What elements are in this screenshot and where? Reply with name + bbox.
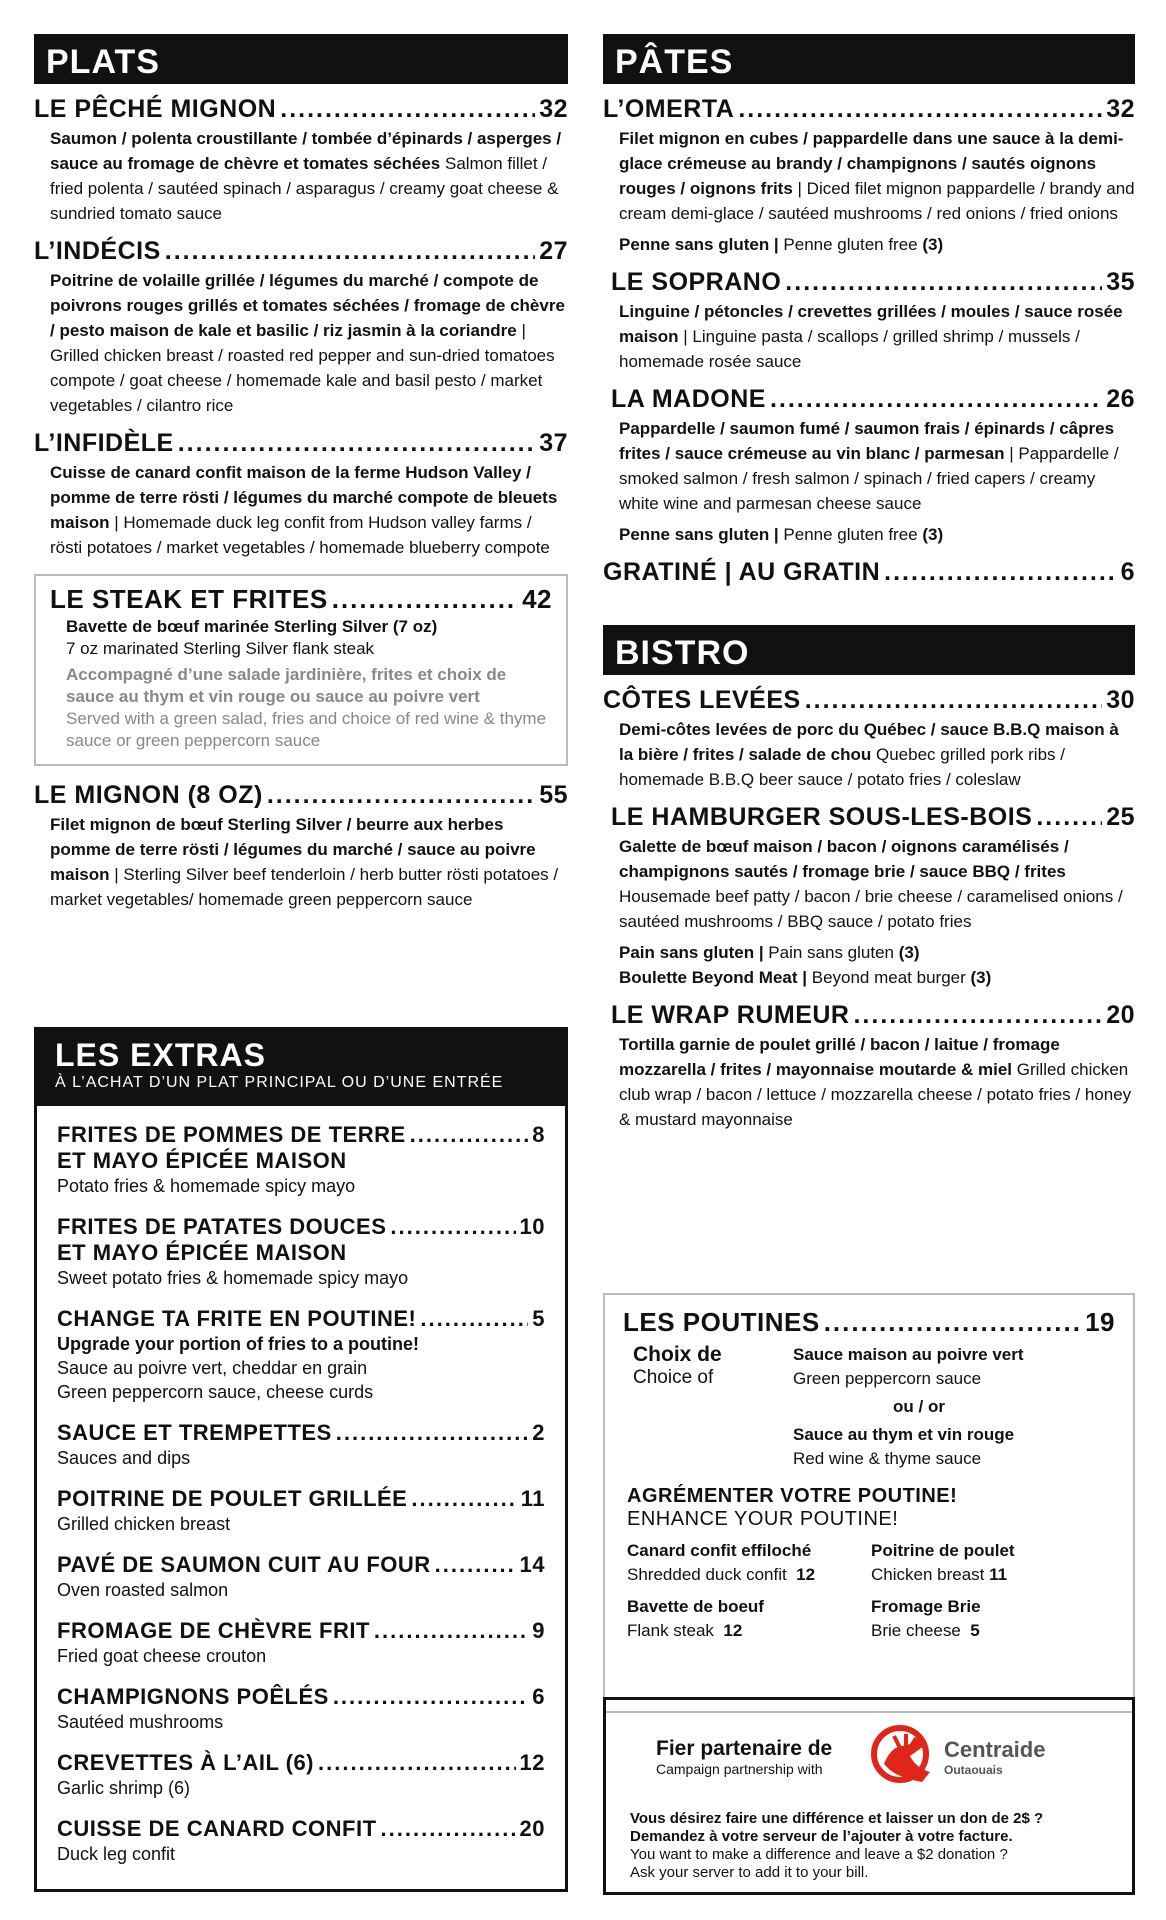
item-price: 6	[532, 1684, 545, 1709]
menu-item	[603, 685, 1135, 792]
item-price: 26	[1106, 385, 1135, 413]
item-desc-fr: Filet mignon en cubes / pappardelle dans une sauce à la demi-glace crémeuse au brandy / champignons / sautés oignons rouges / oignons frits	[619, 129, 1124, 198]
item-name: LE WRAP RUMEUR	[611, 1001, 850, 1029]
extra-item	[37, 1486, 565, 1536]
item-price: 5	[532, 1306, 545, 1331]
item-desc-fr: Tortilla garnie de poulet grillé / bacon / laitue / fromage mozzarella / frites / mayonnaise moutarde & miel	[619, 1035, 1060, 1079]
item-price: 2	[532, 1420, 545, 1445]
item-price: 12	[519, 1750, 545, 1775]
menu-item: L’INFIDÈLE ..... 37 Cuisse de canard confit maison de la ferme Hudson Valley / pomme de terre rösti / légumes du marché compote de bleuets maison | Homemade duck leg confit from Hudson valley farms / rösti potatoes / market vegetables / homemade blueberry compote	[34, 428, 568, 560]
sauce-option-en: Red wine & thyme sauce	[793, 1449, 982, 1468]
item-name: FRITES DE POMMES DE TERRE	[57, 1122, 406, 1147]
poutines-box	[603, 1293, 1135, 1713]
gf-label-fr: Penne sans gluten	[619, 235, 770, 254]
extra-item	[37, 1306, 565, 1404]
gluten-free-option: Penne sans gluten | Penne gluten free (3)	[619, 525, 944, 544]
item-desc-en: Grilled chicken breast	[57, 1514, 231, 1534]
extra-item	[37, 1214, 565, 1290]
item-price: 30	[1106, 686, 1135, 714]
centraide-region: Outaouais	[944, 1763, 1003, 1777]
side-desc-fr: Accompagné d’une salade jardinière, frites et choix de sauce au thym et vin rouge ou sauce au poivre vert	[66, 665, 507, 706]
item-name: LE STEAK ET FRITES	[50, 584, 328, 614]
item-price: 8	[532, 1122, 545, 1147]
addon-fr: Fromage Brie	[871, 1597, 981, 1616]
item-desc-en: Oven roasted salmon	[57, 1580, 229, 1600]
donation-text-fr: Demandez à votre serveur de l’ajouter à votre facture.	[630, 1828, 1013, 1845]
addon-price: 12	[723, 1621, 743, 1640]
extra-item	[37, 1122, 565, 1198]
item-desc-en: Linguine pasta / scallops / grilled shrimp / mussels / homemade rosée sauce	[619, 327, 1080, 371]
item-desc-fr: Sauce au poivre vert, cheddar en grain	[57, 1358, 368, 1378]
sauce-option-fr: Sauce au thym et vin rouge	[793, 1425, 1015, 1444]
item-desc-fr: Cuisse de canard confit maison de la ferme Hudson Valley / pomme de terre rösti / légumes du marché compote de bleuets maison	[50, 463, 558, 532]
menu-item	[34, 94, 568, 226]
item-desc-en: Pappardelle / smoked salmon / fresh salmon / spinach / fried capers / creamy white wine and parmesan cheese sauce	[619, 444, 1119, 513]
sauce-option-en: Green peppercorn sauce	[793, 1369, 982, 1388]
enhance-heading-en: ENHANCE YOUR POUTINE!	[627, 1508, 899, 1530]
item-price: 42	[522, 584, 552, 614]
item-desc-en: Green peppercorn sauce, cheese curds	[57, 1382, 374, 1402]
addon-en: Flank steak	[627, 1621, 714, 1640]
item-name: LE PÊCHÉ MIGNON	[34, 95, 277, 123]
addon-price: 11	[989, 1565, 1008, 1584]
addon-item	[627, 1595, 871, 1643]
item-price: 25	[1106, 803, 1135, 831]
item-desc-en: Sautéed mushrooms	[57, 1712, 224, 1732]
option-label-en: Beyond meat burger	[811, 968, 966, 987]
item-desc-fr: Poitrine de volaille grillée / légumes du marché / compote de poivrons rouges grillés et tomates séchées / fromage de chèvre / pesto maison de kale et basilic / riz jasmin à la coriandre	[50, 271, 565, 340]
item-name: L’INDÉCIS	[34, 237, 161, 265]
item-name: GRATINÉ | AU GRATIN	[603, 558, 881, 586]
item-name: CREVETTES À L’AIL (6)	[57, 1750, 315, 1775]
section-subheading: À L’ACHAT D’UN PLAT PRINCIPAL OU D’UNE ENTRÉE	[55, 1074, 504, 1091]
item-price: 9	[532, 1618, 545, 1643]
addon-fr: Poitrine de poulet	[871, 1541, 1015, 1560]
section-heading: PLATS	[34, 34, 568, 84]
beyond-meat-option: Boulette Beyond Meat | Beyond meat burger (3)	[619, 968, 992, 987]
item-price: 20	[519, 1816, 545, 1841]
item-name: CHANGE TA FRITE EN POUTINE!	[57, 1306, 417, 1331]
item-name: CHAMPIGNONS POÊLÉS	[57, 1684, 329, 1709]
item-price: 37	[539, 429, 568, 457]
item-desc-en: Salmon fillet / fried polenta / sautéed spinach / asparagus / creamy goat cheese & sundried tomato sauce	[50, 154, 559, 223]
item-name: LE SOPRANO	[611, 268, 782, 296]
item-price: 6	[1120, 558, 1135, 586]
gf-label-en: Penne gluten free	[783, 525, 918, 544]
item-name: CÔTES LEVÉES	[603, 686, 801, 714]
extra-item	[37, 1552, 565, 1602]
item-price: 20	[1106, 1001, 1135, 1029]
gf-price: (3)	[922, 235, 944, 254]
item-desc-en: Sauces and dips	[57, 1448, 191, 1468]
item-desc-fr: Demi-côtes levées de porc du Québec / sauce B.B.Q maison à la bière / frites / salade de chou	[619, 720, 1119, 764]
item-desc-en: Quebec grilled pork ribs / homemade B.B.Q beer sauce / potato fries / coleslaw	[619, 745, 1065, 789]
addon-item	[871, 1595, 1115, 1643]
menu-item: L’INDÉCIS ..... 27 Poitrine de volaille grillée / légumes du marché / compote de poivrons rouges grillés et tomates séchées / fromage de chèvre / pesto maison de kale et basilic / riz jasmin à la coriandre | Grilled chicken breast / roasted red pepper and sun-dried tomatoes compote / goat cheese / homemade kale and basil pesto / market vegetables / cilantro rice	[34, 236, 568, 418]
partner-subtitle: Campaign partnership with	[656, 1761, 823, 1777]
gf-price: (3)	[898, 943, 920, 962]
gf-label-fr: Pain sans gluten	[619, 943, 755, 962]
menu-item	[603, 802, 1135, 990]
menu-item: LE MIGNON (8 OZ) ..... 55 Filet mignon de bœuf Sterling Silver / beurre aux herbes pomme de terre rösti / légumes du marché / sauce au poivre maison | Sterling Silver beef tenderloin / herb butter rösti potatoes / market vegetables/ homemade green peppercorn sauce	[34, 780, 568, 912]
menu-item: LA MADONE ..... 26 Pappardelle / saumon fumé / saumon frais / épinards / câpres frites / sauce crémeuse au vin blanc / parmesan | Pappardelle / smoked salmon / fresh salmon / spinach / fried capers / creamy white wine and parmesan cheese sauce Penne sans gluten | Penne gluten free (3)	[603, 384, 1135, 547]
section-heading: BISTRO	[603, 625, 1135, 675]
extras-section	[34, 1027, 568, 1892]
item-price: 10	[519, 1214, 545, 1239]
centraide-name: Centraide	[944, 1737, 1046, 1762]
plats-section	[34, 34, 568, 912]
gf-label-en: Penne gluten free	[783, 235, 918, 254]
item-desc-en: Garlic shrimp (6)	[57, 1778, 191, 1798]
item-desc-en: Potato fries & homemade spicy mayo	[57, 1176, 356, 1196]
extra-item	[37, 1420, 565, 1470]
item-price: 19	[1085, 1307, 1115, 1337]
item-name: LE MIGNON (8 OZ)	[34, 781, 263, 809]
gluten-free-option: Penne sans gluten | Penne gluten free (3)	[619, 235, 944, 254]
item-desc-en: Fried goat cheese crouton	[57, 1646, 267, 1666]
side-desc-en: Served with a green salad, fries and choice of red wine & thyme sauce or green peppercorn sauce	[66, 709, 547, 750]
item-desc-fr: Filet mignon de bœuf Sterling Silver / beurre aux herbes pomme de terre rösti / légumes du marché / sauce au poivre maison	[50, 815, 536, 884]
item-price: 32	[1106, 95, 1135, 123]
gf-label-en: Pain sans gluten	[768, 943, 894, 962]
addon-item	[871, 1539, 1115, 1587]
option-price: (3)	[970, 968, 992, 987]
item-name: L’OMERTA	[603, 95, 735, 123]
donation-text-en: Ask your server to add it to your bill.	[630, 1864, 869, 1881]
item-price: 14	[519, 1552, 545, 1577]
addon-en: Chicken breast	[871, 1565, 985, 1584]
item-desc-en: Grilled chicken breast / roasted red pepper and sun-dried tomatoes compote / goat cheese / homemade kale and basil pesto / market vegetables / cilantro rice	[50, 346, 555, 415]
item-name: PAVÉ DE SAUMON CUIT AU FOUR	[57, 1552, 431, 1577]
item-highlight: Upgrade your portion of fries to a poutine!	[57, 1334, 419, 1354]
enhance-heading-fr: AGRÉMENTER VOTRE POUTINE!	[627, 1485, 958, 1507]
item-desc-en: Duck leg confit	[57, 1844, 176, 1864]
item-name: SAUCE ET TREMPETTES	[57, 1420, 332, 1445]
addon-en: Brie cheese	[871, 1621, 961, 1640]
addon-fr: Canard confit effiloché	[627, 1541, 812, 1560]
extra-item	[37, 1750, 565, 1800]
item-desc-fr: Linguine / pétoncles / crevettes grillées / moules / sauce rosée maison	[619, 302, 1123, 346]
item-name: LE HAMBURGER SOUS-LES-BOIS	[611, 803, 1033, 831]
item-desc-fr: Pappardelle / saumon fumé / saumon frais / épinards / câpres frites / sauce crémeuse au vin blanc / parmesan	[619, 419, 1115, 463]
item-desc-en: Homemade duck leg confit from Hudson valley farms / rösti potatoes / market vegetables / homemade blueberry compote	[50, 513, 550, 557]
item-price: 35	[1106, 268, 1135, 296]
extra-item	[37, 1618, 565, 1668]
item-name-line2: ET MAYO ÉPICÉE MAISON	[57, 1148, 347, 1173]
pates-section	[603, 34, 1135, 1132]
centraide-hand-icon	[870, 1724, 936, 1790]
item-name: LA MADONE	[611, 385, 766, 413]
item-price: 55	[539, 781, 568, 809]
steak-frites-box	[34, 574, 568, 766]
donation-text-fr: Vous désirez faire une différence et laisser un don de 2$ ?	[630, 1810, 1044, 1827]
item-price: 27	[539, 237, 568, 265]
section-heading: LES EXTRAS	[55, 1037, 266, 1073]
section-heading: PÂTES	[603, 34, 1135, 84]
gf-price: (3)	[922, 525, 944, 544]
menu-item: L’OMERTA ..... 32 Filet mignon en cubes / pappardelle dans une sauce à la demi-glace crémeuse au brandy / champignons / sautés oignons rouges / oignons frits | Diced filet mignon pappardelle / brandy and cream demi-glace / sautéed mushrooms / red onions / fried onions Penne sans gluten | Penne gluten free (3)	[603, 94, 1135, 257]
item-name: CUISSE DE CANARD CONFIT	[57, 1816, 377, 1841]
item-desc-fr: Galette de bœuf maison / bacon / oignons caramélisés / champignons sautés / fromage brie / sauce BBQ / frites	[619, 837, 1069, 881]
addon-price: 12	[796, 1565, 816, 1584]
menu-item: LE SOPRANO ..... 35 Linguine / pétoncles / crevettes grillées / moules / sauce rosée maison | Linguine pasta / scallops / grilled shrimp / mussels / homemade rosée sauce	[603, 267, 1135, 374]
menu-item	[603, 1000, 1135, 1132]
item-price: 32	[539, 95, 568, 123]
item-name: LES POUTINES	[623, 1307, 820, 1337]
gluten-free-option: Pain sans gluten | Pain sans gluten (3)	[619, 943, 920, 962]
item-desc-fr: Bavette de bœuf marinée Sterling Silver (7 oz)	[66, 617, 438, 636]
choice-label-en: Choice of	[633, 1367, 714, 1388]
option-label-fr: Boulette Beyond Meat	[619, 968, 798, 987]
addon-en: Shredded duck confit	[627, 1565, 787, 1584]
item-desc-en: Grilled chicken club wrap / bacon / lettuce / mozzarella cheese / potato fries / honey & mustard mayonnaise	[619, 1060, 1132, 1129]
item-desc-fr: Saumon / polenta croustillante / tombée d’épinards / asperges / sauce au fromage de chèvre et tomates séchées	[50, 129, 562, 173]
item-name-line2: ET MAYO ÉPICÉE MAISON	[57, 1240, 347, 1265]
addon-item	[627, 1539, 871, 1587]
or-separator: ou / or	[893, 1397, 945, 1416]
item-desc-en: Diced filet mignon pappardelle / brandy and cream demi-glace / sautéed mushrooms / red onions / fried onions	[619, 179, 1135, 223]
item-price: 11	[520, 1486, 545, 1511]
item-desc-en: Housemade beef patty / bacon / brie cheese / caramelised onions / sautéed mushrooms / BBQ sauce / potato fries	[619, 887, 1123, 931]
item-name: L’INFIDÈLE	[34, 429, 174, 457]
menu-item	[603, 557, 1135, 587]
item-desc-en: Sterling Silver beef tenderloin / herb butter rösti potatoes / market vegetables/ homemade green peppercorn sauce	[50, 865, 559, 909]
sauce-option-fr: Sauce maison au poivre vert	[793, 1345, 1024, 1364]
gf-label-fr: Penne sans gluten	[619, 525, 770, 544]
partner-box	[603, 1697, 1135, 1895]
partner-title: Fier partenaire de	[656, 1737, 833, 1760]
choice-label-fr: Choix de	[633, 1343, 722, 1366]
extra-item	[37, 1816, 565, 1866]
extra-item	[37, 1684, 565, 1734]
item-desc-en: 7 oz marinated Sterling Silver flank steak	[66, 639, 375, 658]
donation-text-en: You want to make a difference and leave a $2 donation ?	[630, 1846, 1008, 1863]
item-desc-en: Sweet potato fries & homemade spicy mayo	[57, 1268, 409, 1288]
item-name: FROMAGE DE CHÈVRE FRIT	[57, 1618, 370, 1643]
addon-fr: Bavette de boeuf	[627, 1597, 764, 1616]
item-name: FRITES DE PATATES DOUCES	[57, 1214, 387, 1239]
item-name: POITRINE DE POULET GRILLÉE	[57, 1486, 408, 1511]
addon-price: 5	[970, 1621, 980, 1640]
